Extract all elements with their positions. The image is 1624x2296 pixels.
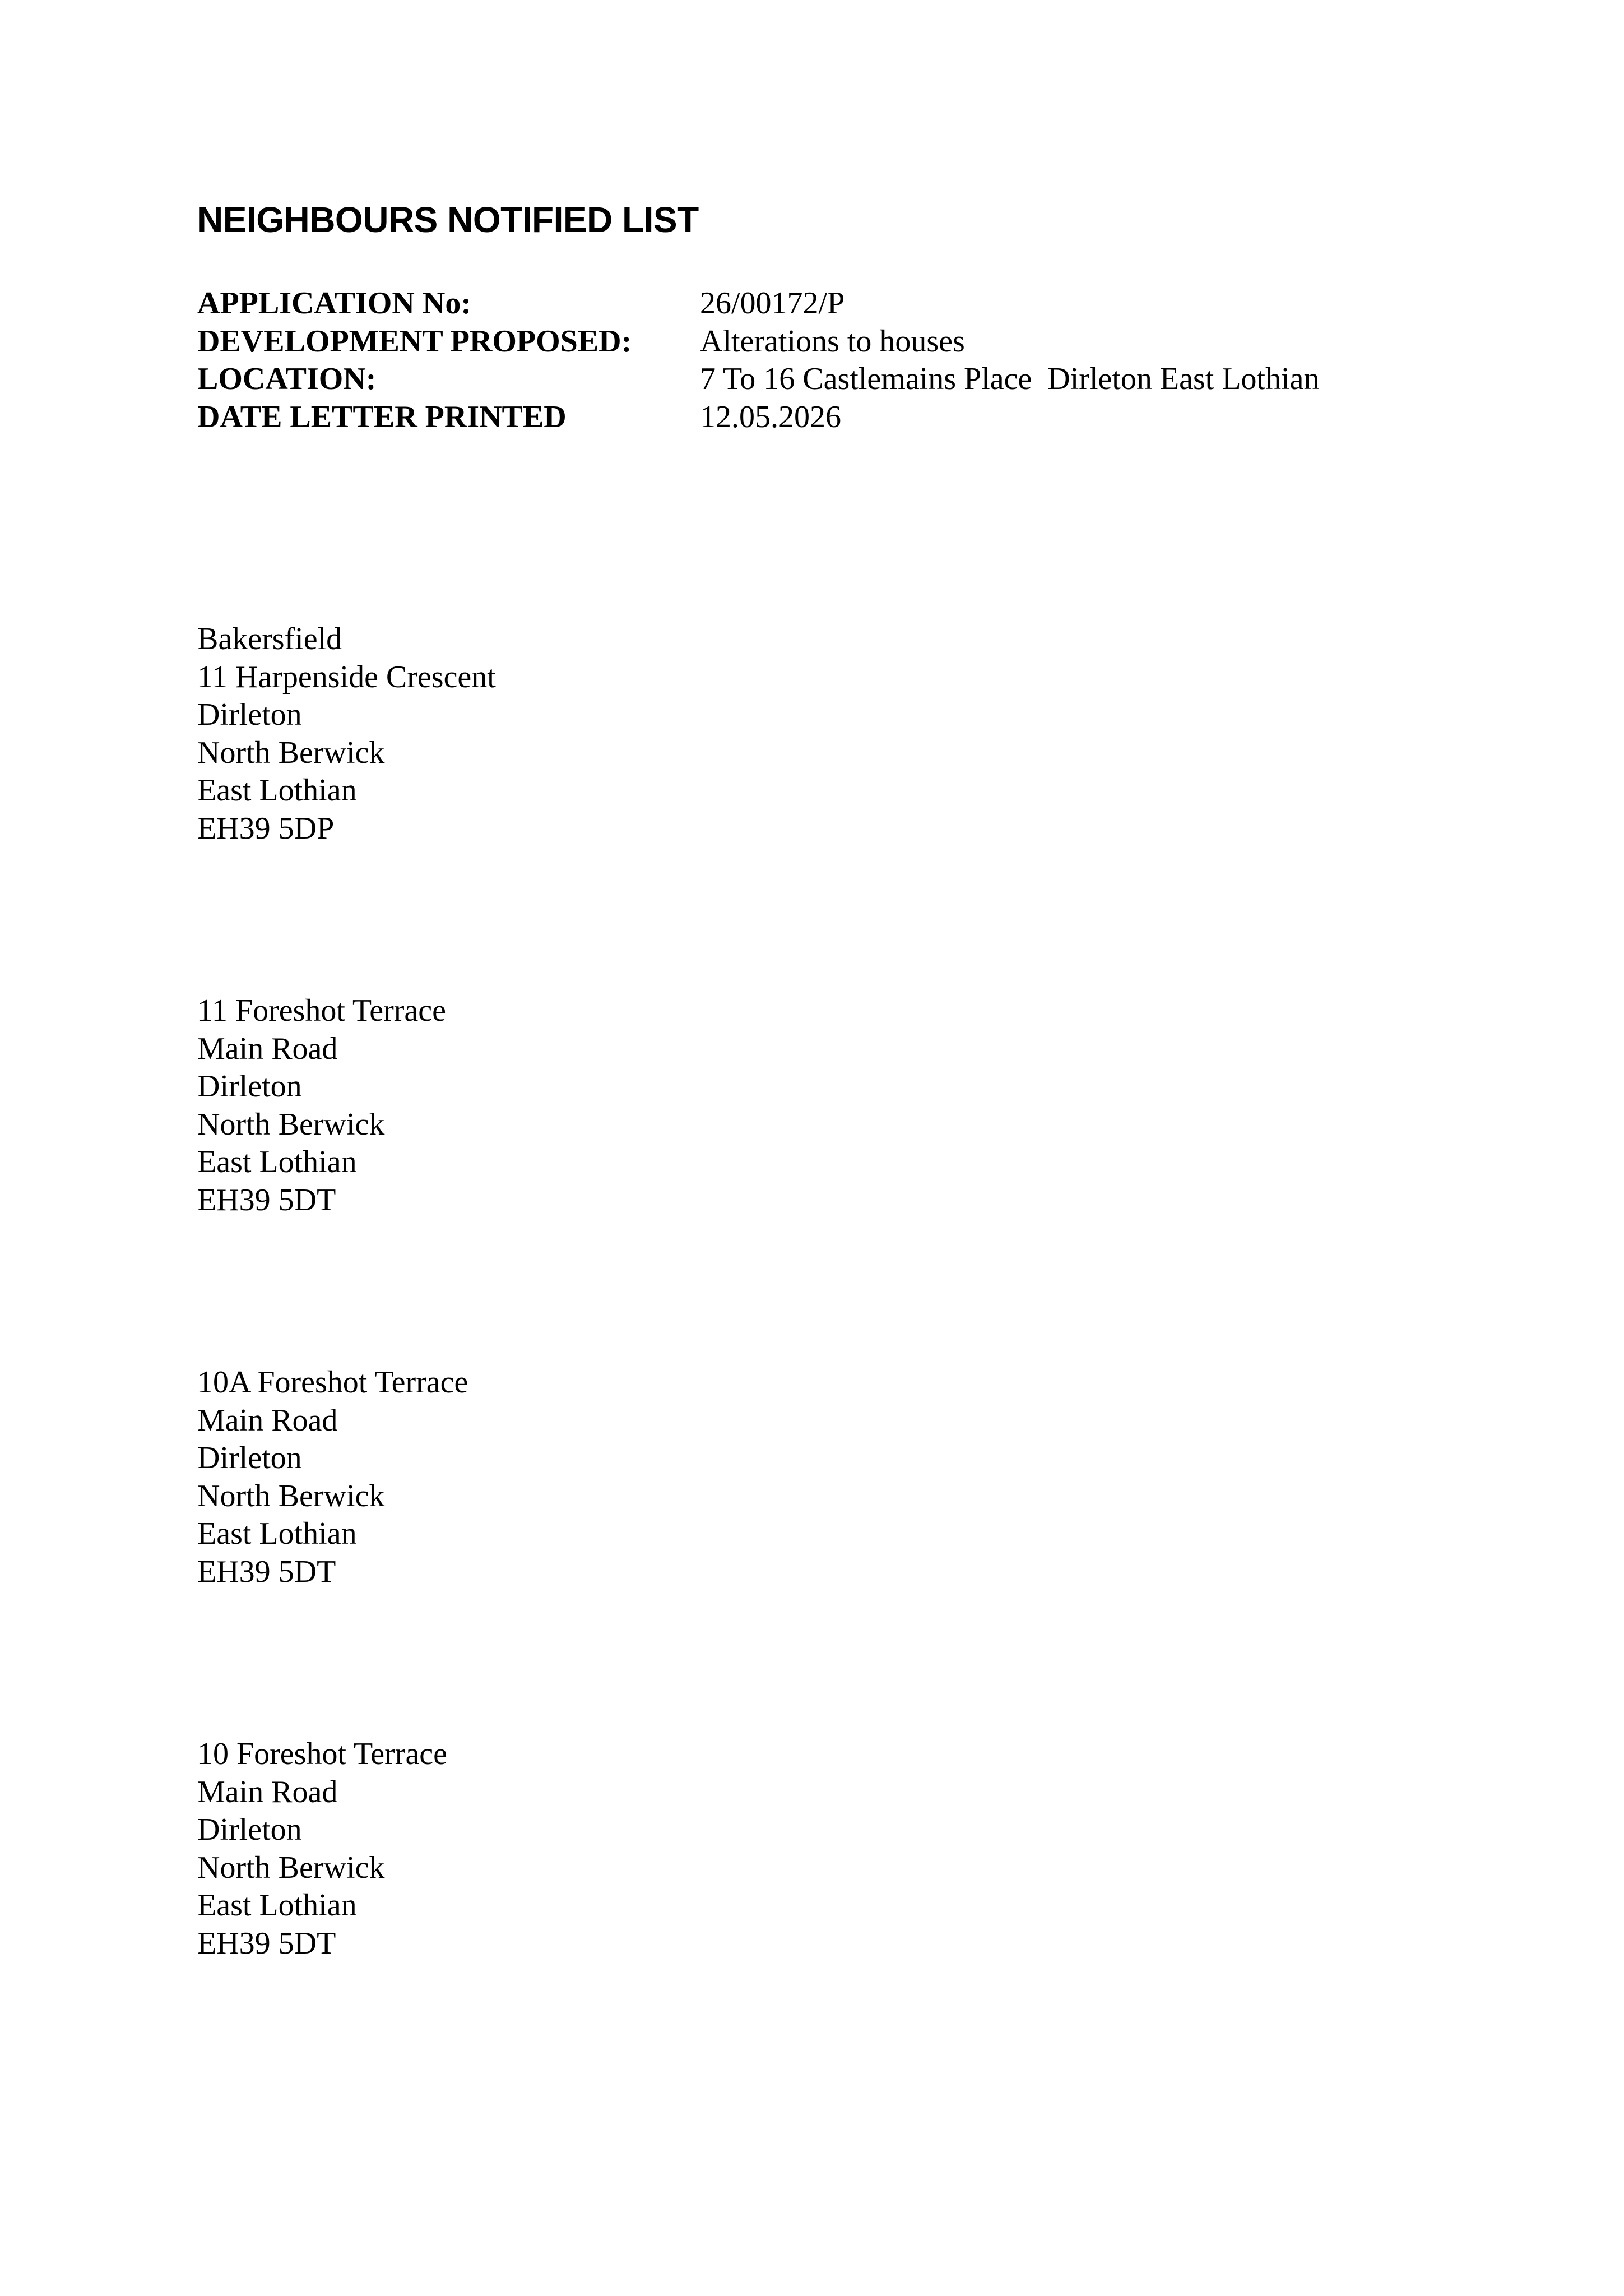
field-value: 12.05.2026	[700, 399, 841, 434]
address-line: EH39 5DT	[197, 1554, 336, 1589]
address-block	[197, 621, 496, 848]
address-line: North Berwick	[197, 1850, 385, 1885]
field-label: APPLICATION No:	[197, 286, 471, 321]
address-line: Dirleton	[197, 1812, 302, 1847]
field-label: DEVELOPMENT PROPOSED:	[197, 323, 632, 359]
address-line: Main Road	[197, 1402, 338, 1438]
address-line: Dirleton	[197, 1069, 302, 1104]
address-line: EH39 5DT	[197, 1925, 336, 1961]
address-line: North Berwick	[197, 1478, 385, 1513]
field-value: 7 To 16 Castlemains Place Dirleton East Lothian	[700, 362, 1320, 396]
address-line: EH39 5DT	[197, 1182, 336, 1218]
address-block	[197, 992, 446, 1219]
address-line: Main Road	[197, 1774, 338, 1809]
address-block	[197, 1735, 447, 1962]
field-label: LOCATION:	[197, 362, 377, 396]
address-line: 10 Foreshot Terrace	[197, 1737, 448, 1771]
field-value: 26/00172/P	[700, 286, 845, 321]
address-line: 10A Foreshot Terrace	[197, 1365, 468, 1400]
address-line: North Berwick	[197, 735, 385, 770]
document-title: NEIGHBOURS NOTIFIED LIST	[197, 200, 699, 240]
address-line: Dirleton	[197, 697, 302, 732]
address-line: East Lothian	[197, 1145, 357, 1179]
field-value: Alterations to houses	[700, 323, 965, 359]
address-line: East Lothian	[197, 1516, 357, 1551]
address-line: East Lothian	[197, 1888, 357, 1923]
field-label: DATE LETTER PRINTED	[197, 399, 567, 434]
address-block	[197, 1364, 468, 1591]
address-line: 11 Harpenside Crescent	[197, 659, 496, 695]
address-line: Bakersfield	[197, 622, 342, 656]
address-line: Main Road	[197, 1031, 338, 1066]
address-line: Dirleton	[197, 1441, 302, 1475]
address-line: North Berwick	[197, 1107, 385, 1142]
address-line: 11 Foreshot Terrace	[197, 993, 446, 1028]
address-line: East Lothian	[197, 773, 357, 808]
address-line: EH39 5DP	[197, 811, 335, 846]
